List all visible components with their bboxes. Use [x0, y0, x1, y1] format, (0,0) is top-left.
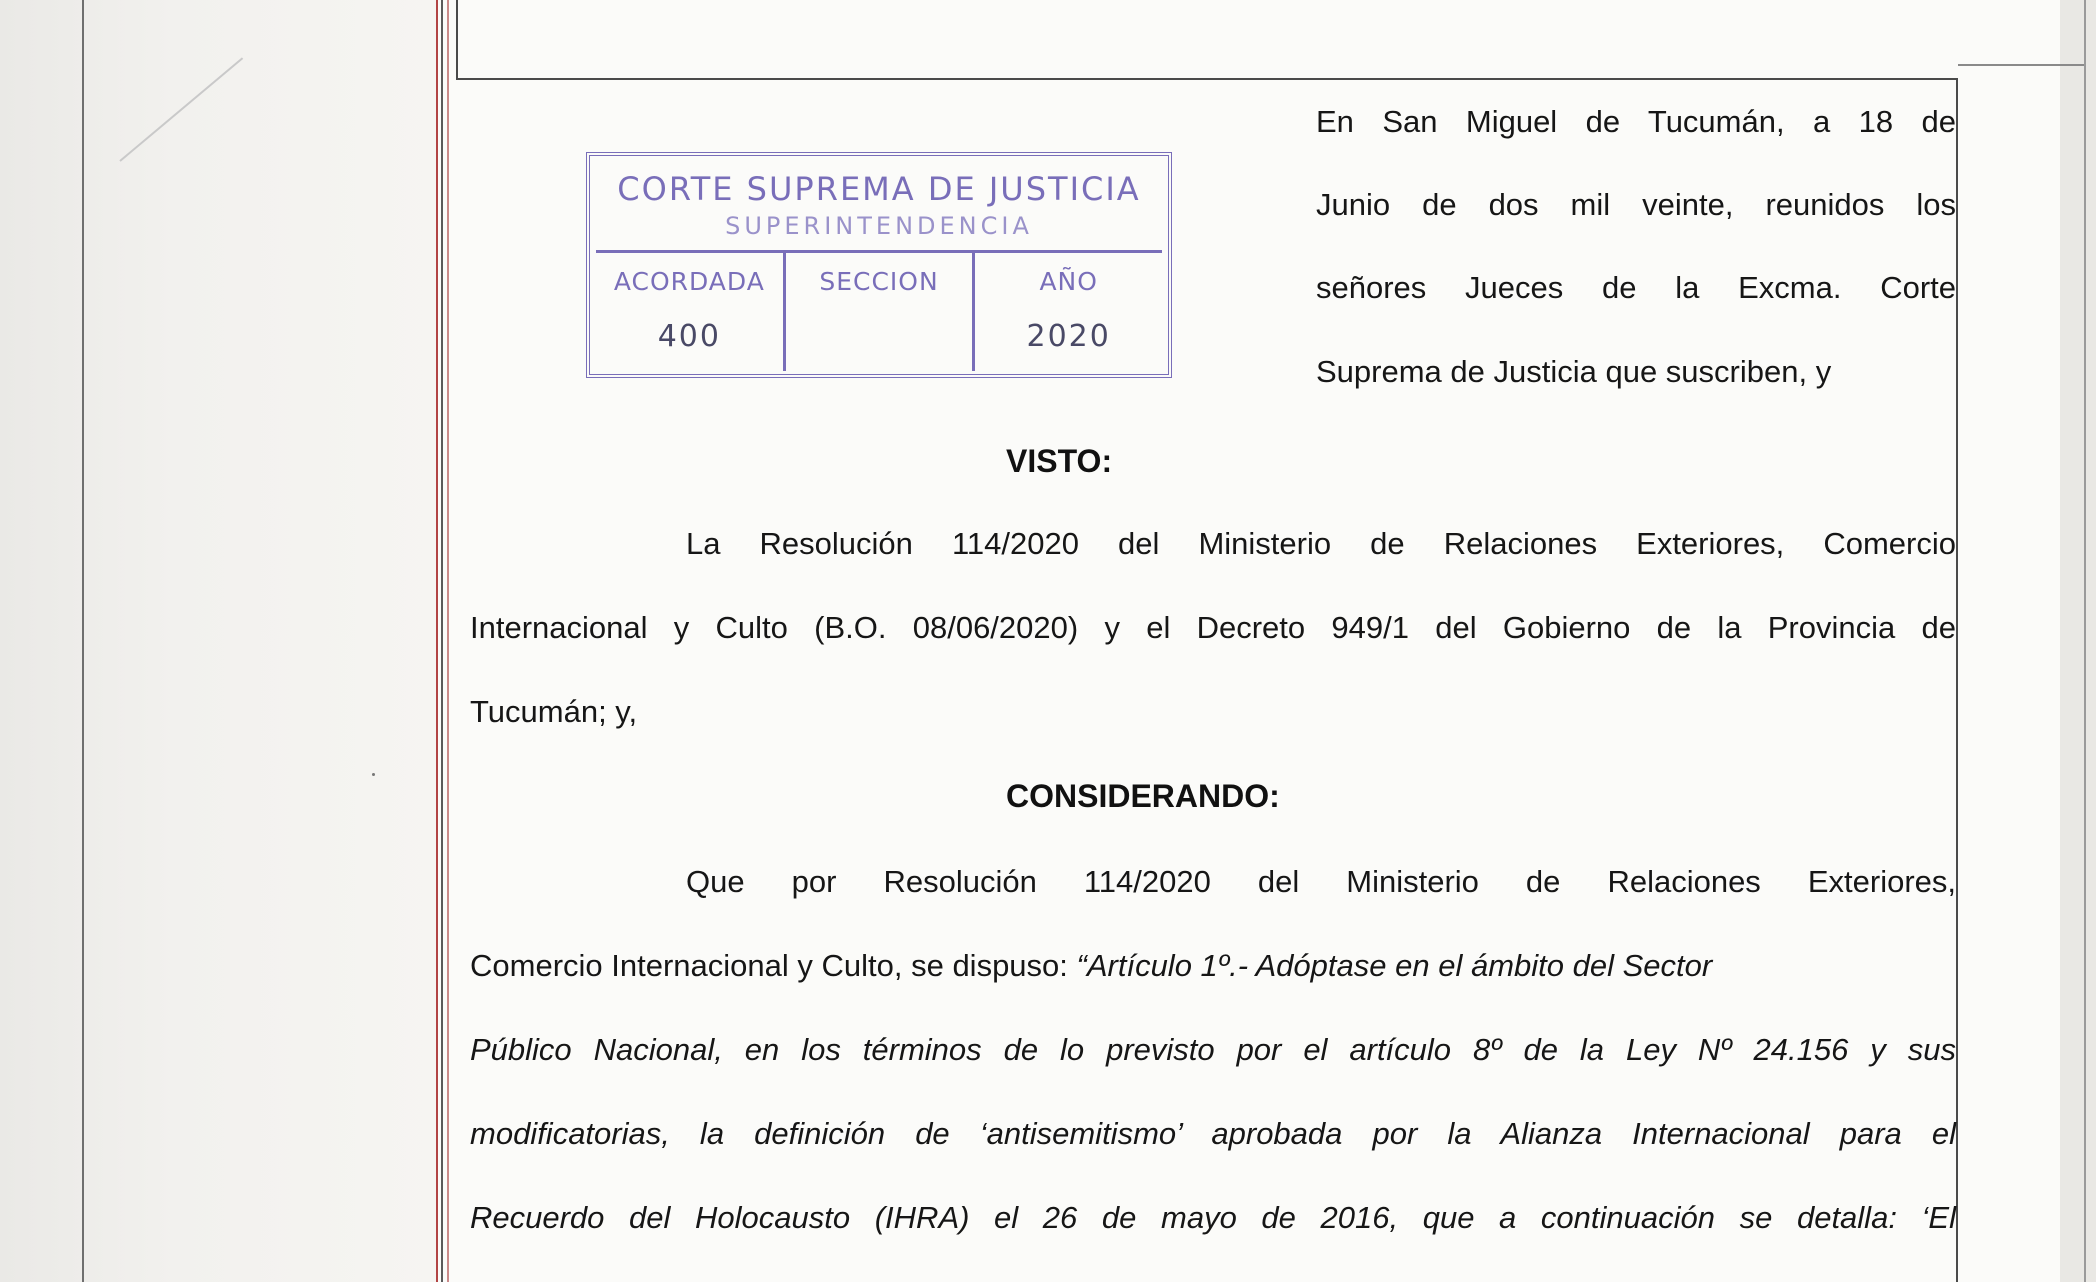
- body-text: Comercio Internacional y Culto, se dispuso:: [470, 948, 1077, 983]
- body-line: La Resolución 114/2020 del Ministerio de Relaciones Exteriores, Comercio: [686, 526, 1956, 561]
- body-line: Internacional y Culto (B.O. 08/06/2020) y el Decreto 949/1 del Gobierno de la Provincia de: [470, 610, 1956, 645]
- intro-line: Junio de dos mil veinte, reunidos los: [1316, 187, 1956, 222]
- margin-rule-red: [436, 0, 438, 1282]
- corner-frame: [1958, 0, 2084, 66]
- margin-rule-red-2: [447, 0, 449, 1282]
- body-line: Que por Resolución 114/2020 del Ministerio de Relaciones Exteriores,: [686, 864, 1956, 899]
- stamp-value: 400: [657, 319, 721, 354]
- quoted-text: “Artículo 1º.- Adóptase en el ámbito del Sector: [1076, 948, 1713, 983]
- intro-line: Suprema de Justicia que suscriben, y: [1316, 354, 1832, 389]
- intro-line: En San Miguel de Tucumán, a 18 de: [1316, 104, 1956, 139]
- paper-speck: [372, 773, 375, 776]
- header-rule: [456, 78, 1956, 80]
- stamp-title: CORTE SUPREMA DE JUSTICIA: [617, 170, 1141, 208]
- stamp-grid: [596, 250, 1162, 371]
- right-background: [2060, 0, 2096, 1282]
- stamp-value: 2020: [1026, 319, 1111, 354]
- right-margin-rule: [1956, 78, 1958, 1282]
- body-line: [470, 946, 1956, 986]
- stamp-label: SECCION: [819, 267, 939, 296]
- section-heading-visto: VISTO:: [1006, 443, 1113, 479]
- stamp-label: AÑO: [1039, 267, 1098, 296]
- section-heading-considerando: CONSIDERANDO:: [1006, 778, 1280, 814]
- intro-line: señores Jueces de la Excma. Corte: [1316, 270, 1956, 305]
- page-edge: [82, 0, 84, 1282]
- stamp-subtitle: SUPERINTENDENCIA: [725, 212, 1033, 240]
- right-page-edge: [2084, 0, 2086, 1282]
- margin-rule: [441, 0, 443, 1282]
- body-line: Tucumán; y,: [470, 694, 638, 729]
- stamp-cell-ano: [975, 253, 1162, 371]
- quoted-line: Recuerdo del Holocausto (IHRA) el 26 de mayo de 2016, que a continuación se detalla: ‘El: [470, 1200, 1956, 1235]
- stamp-label: ACORDADA: [613, 267, 765, 296]
- stamp-cell-seccion: [786, 253, 976, 371]
- quoted-line: modificatorias, la definición de ‘antisemitismo’ aprobada por la Alianza Internacional para el: [470, 1116, 1956, 1151]
- court-stamp: [586, 152, 1172, 378]
- adjacent-page: [0, 0, 440, 1282]
- quoted-line: Público Nacional, en los términos de lo previsto por el artículo 8º de la Ley Nº 24.156 y sus: [470, 1032, 1956, 1067]
- margin-rule-top: [456, 0, 458, 80]
- stamp-cell-acordada: [596, 253, 786, 371]
